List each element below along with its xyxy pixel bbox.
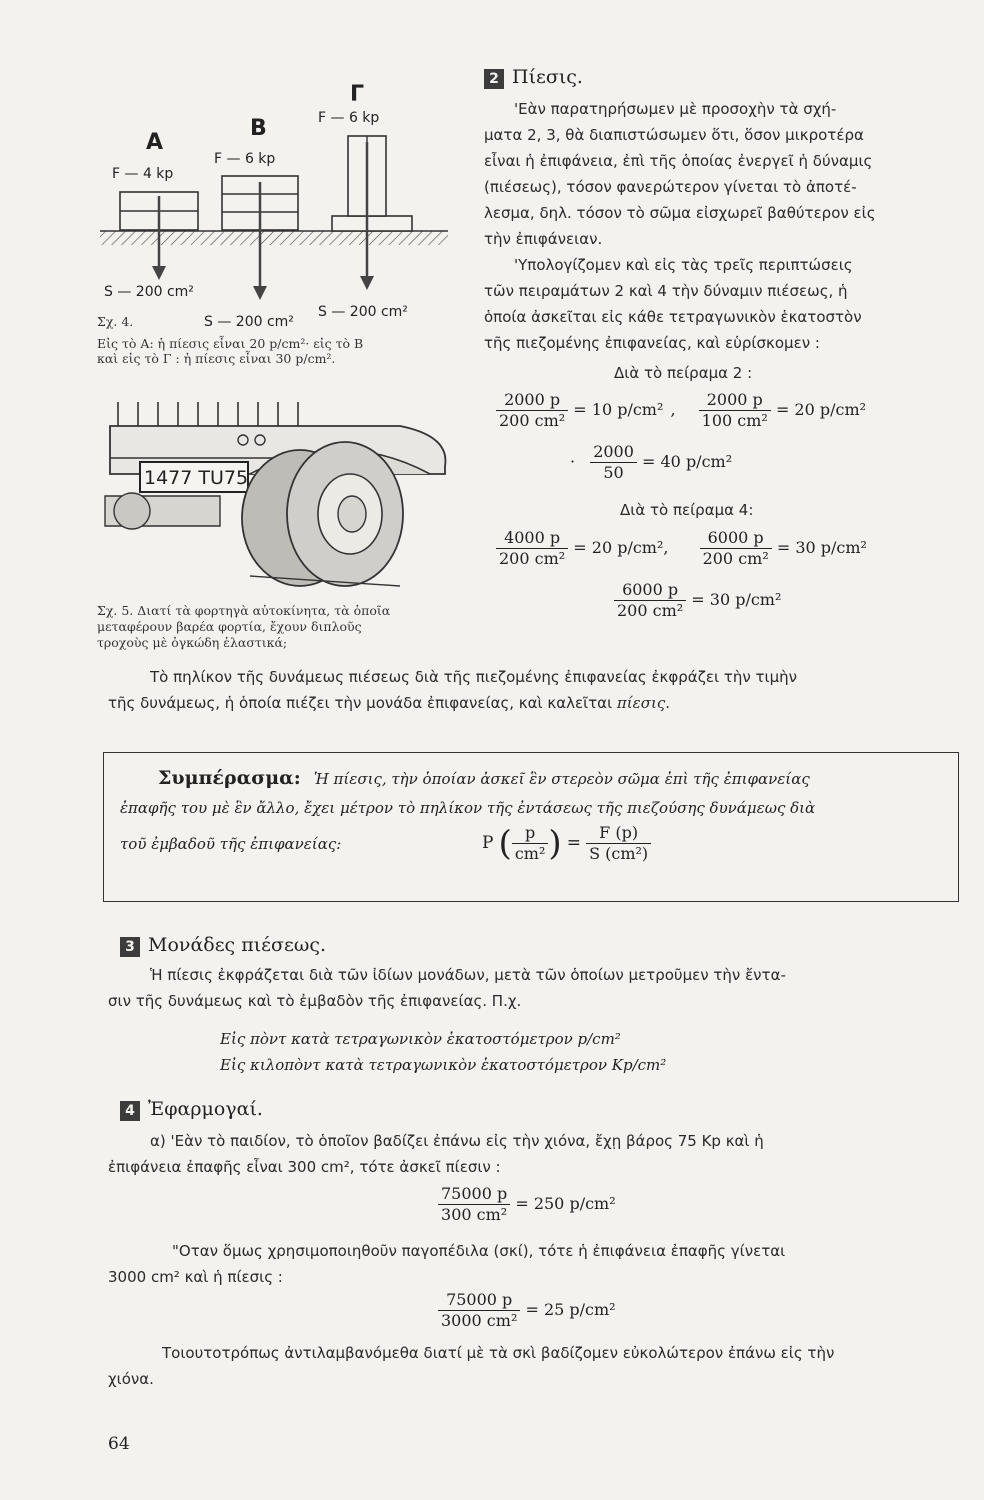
text-line: σιν τῆς δυνάμεως καὶ τὸ ἐμβαδὸν τῆς ἐπιφανείας. Π.χ. xyxy=(108,992,522,1010)
text-line: α) 'Εὰν τὸ παιδίον, τὸ ὁποῖον βαδίζει ἐπάνω εἰς τὴν χιόνα, ἔχῃ βάρος 75 Kp καὶ ἡ xyxy=(150,1132,764,1150)
denominator: 200 cm² xyxy=(617,601,684,620)
equation-6 xyxy=(614,580,686,621)
section-title-pressure: Πίεσις. xyxy=(512,66,583,88)
text-line: τῶν πειραμάτων 2 καὶ 4 τὴν δύναμιν πιέσεως, ἡ xyxy=(484,282,848,300)
denominator: 3000 cm² xyxy=(441,1311,518,1330)
fraction xyxy=(438,1290,520,1331)
figure-4-caption-1: Εἰς τὸ Α: ἡ πίεσις εἶναι 20 p/cm²· εἰς τὸ Β xyxy=(97,336,364,351)
denominator: 300 cm² xyxy=(441,1205,508,1224)
section-3-heading xyxy=(120,934,326,957)
equation-result: = 25 p/cm² xyxy=(525,1300,616,1319)
label-b: B xyxy=(250,116,267,141)
text-line: ἐπιφάνεια ἐπαφῆς εἶναι 300 cm², τότε ἀσκεῖ πίεσιν : xyxy=(108,1158,501,1176)
conclusion-label: Συμπέρασμα: xyxy=(158,767,301,789)
section-title-units: Μονάδες πιέσεως. xyxy=(148,934,327,956)
page-number: 64 xyxy=(108,1434,130,1454)
application-equation-1 xyxy=(438,1184,616,1225)
equation-2-result: = 20 p/cm² xyxy=(775,400,867,419)
denominator: 50 xyxy=(603,463,624,482)
equation-4-result: = 20 p/cm², xyxy=(573,538,669,557)
text-line: 'Υπολογίζομεν καὶ εἰς τὰς τρεῖς περιπτώσεις xyxy=(514,256,853,274)
section-3-text xyxy=(108,962,978,1014)
numerator: 4000 p xyxy=(496,528,568,549)
equation-3 xyxy=(590,442,637,483)
figure-4-number: Σχ. 4. xyxy=(97,314,134,329)
block-g xyxy=(332,136,412,290)
conclusion-text-1: Ἡ πίεσις, τὴν ὁποίαν ἀσκεῖ ἓν στερεὸν σῶμα ἐπὶ τῆς ἐπιφανείας xyxy=(313,770,810,788)
figure-4 xyxy=(97,78,450,378)
force-a: F — 4 kp xyxy=(112,166,174,182)
section-number-2: 2 xyxy=(484,69,504,89)
unit-example-1: Εἰς πὸντ κατὰ τετραγωνικὸν ἑκατοστόμετρον p/cm² xyxy=(220,1030,621,1048)
text-line: "Οταν ὅμως χρησιμοποιηθοῦν παγοπέδιλα (σκί), τότε ἡ ἐπιφάνεια ἐπαφῆς γίνεται xyxy=(172,1242,786,1260)
experiment-4-label: Διὰ τὸ πείραμα 4: xyxy=(620,501,754,519)
text-line: χιόνα. xyxy=(108,1370,154,1388)
label-a: A xyxy=(146,130,164,155)
application-b-text xyxy=(108,1238,978,1290)
truck-illustration xyxy=(100,396,450,596)
section-2-paragraph-2 xyxy=(484,252,964,356)
figure-5 xyxy=(97,396,450,656)
ground-hatch xyxy=(100,231,448,245)
force-g: F — 6 kp xyxy=(318,110,380,126)
application-equation-2 xyxy=(438,1290,616,1331)
section-number-4: 4 xyxy=(120,1101,140,1121)
equation-5 xyxy=(700,528,772,569)
text-line: εἶναι ἡ ἐπιφάνεια, ἐπὶ τῆς ὁποίας ἐνεργεῖ ἡ δύναμις xyxy=(484,152,873,170)
numerator: 2000 p xyxy=(496,390,568,411)
section-2-heading xyxy=(484,66,583,89)
area-a: S — 200 cm² xyxy=(104,284,194,300)
experiment-2-label: Διὰ τὸ πείραμα 2 : xyxy=(614,364,753,382)
figure-4-caption-2: καὶ εἰς τὸ Γ : ἡ πίεσις εἶναι 30 p/cm². xyxy=(97,351,336,366)
figure-5-caption-3: τροχοὺς μὲ ὀγκώδη ἐλαστικά; xyxy=(97,635,288,650)
denominator: 200 cm² xyxy=(499,549,566,568)
numerator: 6000 p xyxy=(614,580,686,601)
formula-rhs xyxy=(586,823,651,864)
text-line: (πιέσεως), τόσον φανερώτερον γίνεται τὸ ἀποτέ- xyxy=(484,178,857,196)
section-4-heading xyxy=(120,1098,263,1121)
numerator: F (p) xyxy=(586,823,651,844)
twin-wheels xyxy=(242,442,403,586)
application-a-text xyxy=(108,1128,978,1180)
denominator: cm² xyxy=(514,844,546,863)
numerator: 75000 p xyxy=(438,1290,520,1311)
equation-1 xyxy=(496,390,568,431)
conclusion-box xyxy=(103,752,959,902)
conclusion-line-1 xyxy=(158,767,810,789)
denominator: 100 cm² xyxy=(701,411,768,430)
text-line: 'Εὰν παρατηρήσωμεν μὲ προσοχὴν τὰ σχή- xyxy=(514,100,837,118)
numerator: 6000 p xyxy=(700,528,772,549)
text-line: Τοιουτοτρόπως ἀντιλαμβανόμεθα διατί μὲ τὰ σκὶ βαδίζομεν εὐκολώτερον ἐπάνω εἰς τὴν xyxy=(162,1344,835,1362)
text-line: Τὸ πηλίκον τῆς δυνάμεως πιέσεως διὰ τῆς πιεζομένης ἐπιφανείας ἐκφράζει τὴν τιμὴν xyxy=(150,668,798,686)
conclusion-line-2: ἐπαφῆς του μὲ ἓν ἄλλο, ἔχει μέτρον τὸ πηλίκον τῆς ἐντάσεως τῆς πιεζούσης δυνάμεως διὰ xyxy=(120,799,816,817)
equation-result: = 250 p/cm² xyxy=(515,1194,616,1213)
unit-example-2: Εἰς κιλοπὸντ κατὰ τετραγωνικὸν ἑκατοστόμετρον Kp/cm² xyxy=(220,1056,667,1074)
numerator: 2000 p xyxy=(699,390,771,411)
separator: , xyxy=(670,400,676,419)
text-line: ὁποία ἀσκεῖται εἰς κάθε τετραγωνικὸν ἑκατοστὸν xyxy=(484,308,862,326)
text-line: ματα 2, 3, θὰ διαπιστώσωμεν ὅτι, ὅσον μικροτέρα xyxy=(484,126,864,144)
fraction xyxy=(438,1184,510,1225)
numerator: 2000 xyxy=(590,442,637,463)
area-b: S — 200 cm² xyxy=(204,314,294,330)
cargo-rails xyxy=(118,402,298,426)
equation-row-1 xyxy=(496,390,866,431)
text-line: τὴν ἐπιφάνειαν. xyxy=(484,230,603,248)
text-line: 3000 cm² καὶ ἡ πίεσις : xyxy=(108,1268,283,1286)
equation-row-3 xyxy=(496,528,867,569)
text-line xyxy=(108,690,968,716)
text-line: λεσμα, δηλ. τόσον τὸ σῶμα εἰσχωρεῖ βαθύτερον εἰς xyxy=(484,204,876,222)
definition-text: τῆς δυνάμεως, ἡ ὁποία πιέζει τὴν μονάδα ἐπιφανείας, καὶ καλεῖται xyxy=(108,694,617,712)
application-conclusion-text xyxy=(108,1340,978,1392)
numerator: 75000 p xyxy=(438,1184,510,1205)
text-line: Ἡ πίεσις ἐκφράζεται διὰ τῶν ἰδίων μονάδων, μετὰ τῶν ὁποίων μετροῦμεν τὴν ἔντα- xyxy=(150,966,786,984)
equation-3-result: = 40 p/cm² xyxy=(642,452,733,471)
numerator: p xyxy=(512,823,549,844)
figure-5-caption-2: μεταφέρουν βαρέα φορτία, ἔχουν διπλοῦς xyxy=(97,619,362,634)
section-title-applications: Ἐφαρμογαί. xyxy=(148,1098,263,1120)
formula-lhs-unit xyxy=(512,823,549,864)
formula-lhs: P xyxy=(482,833,494,853)
section-2-paragraph-1 xyxy=(484,96,964,252)
equation-1-result: = 10 p/cm² xyxy=(573,400,664,419)
denominator: 200 cm² xyxy=(702,549,769,568)
denominator: S (cm²) xyxy=(589,844,649,863)
equation-2 xyxy=(699,390,771,431)
license-plate-text: 1477 TU75 xyxy=(144,467,249,489)
pressure-formula: P ( $\frac{p}{\text{cm²}}$ ) = $\frac{F (p)}{\text{S (cm²)}}$ xyxy=(482,823,651,864)
figure-5-caption-1: Σχ. 5. Διατί τὰ φορτηγὰ αὐτοκίνητα, τὰ ὁποῖα xyxy=(97,603,391,618)
equation-6-result: = 30 p/cm² xyxy=(691,590,782,609)
defined-term: πίεσις. xyxy=(616,694,671,712)
pressure-definition xyxy=(108,664,968,716)
area-g: S — 200 cm² xyxy=(318,304,408,320)
text-line: τῆς πιεζομένης ἐπιφανείας, καὶ εὑρίσκομεν : xyxy=(484,334,820,352)
conclusion-line-3: τοῦ ἐμβαδοῦ τῆς ἐπιφανείας: xyxy=(120,835,342,853)
equation-4 xyxy=(496,528,568,569)
section-number-3: 3 xyxy=(120,937,140,957)
force-b: F — 6 kp xyxy=(214,151,276,167)
equation-5-result: = 30 p/cm² xyxy=(776,538,867,557)
label-g: Γ xyxy=(350,82,365,107)
equation-row-2: · $\frac{2000}{50}$ = 40 p/cm² xyxy=(570,442,733,482)
denominator: 200 cm² xyxy=(499,411,566,430)
equation-row-4 xyxy=(614,580,781,621)
